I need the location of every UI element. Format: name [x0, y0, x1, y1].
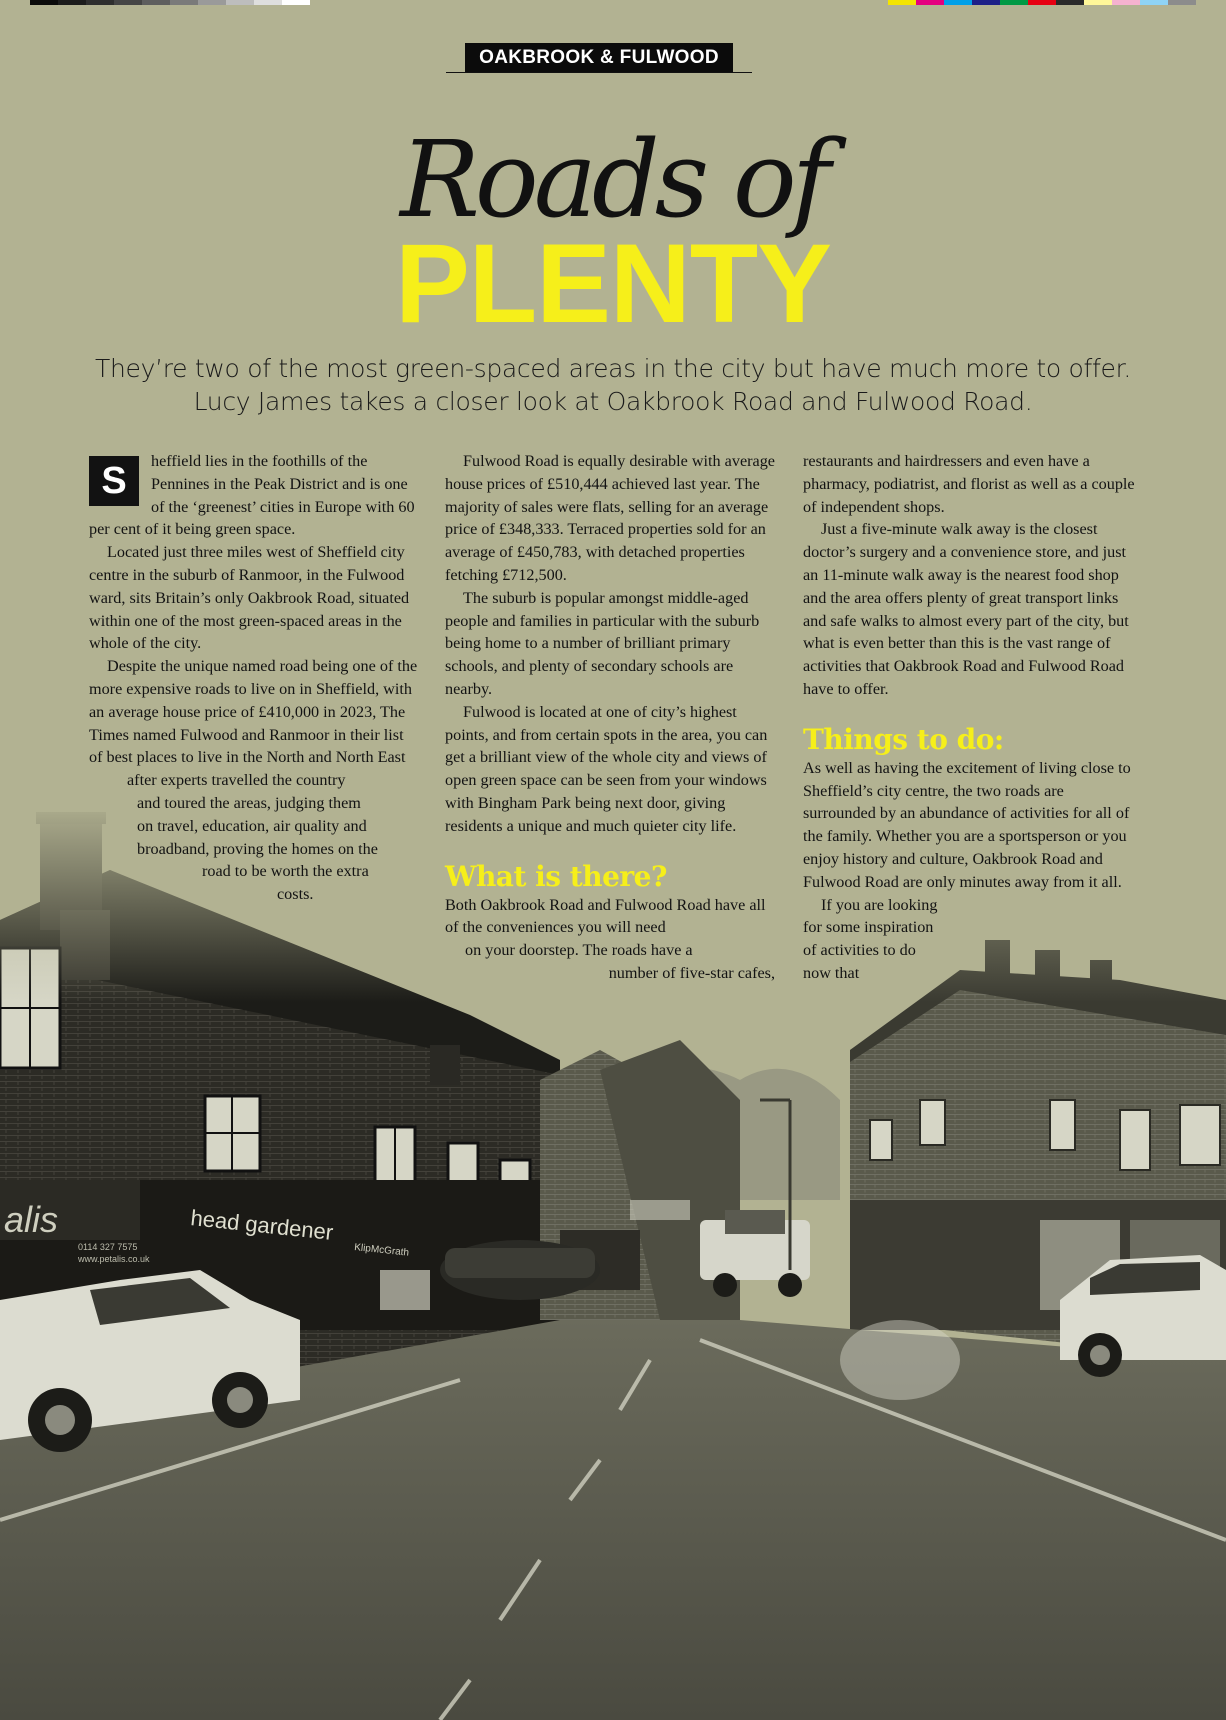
calibration-swatch [972, 0, 1000, 5]
col3-wrap-line: now that [803, 963, 860, 982]
print-calibration-bar-right [888, 0, 1196, 5]
article-column-3 [803, 450, 1137, 985]
col1-wrap-line: and toured the areas, judging them [137, 793, 361, 812]
calibration-swatch [1168, 0, 1196, 5]
section-tag-rule [446, 72, 752, 73]
standfirst-line-1: They’re two of the most green-spaced areas in the city but have much more to offer. [95, 354, 1131, 383]
col3-paragraph-1: restaurants and hairdressers and even have a pharmacy, podiatrist, and florist as well as a couple of independent shops. [803, 452, 1135, 516]
calibration-swatch [114, 0, 142, 5]
dropcap: S [89, 456, 139, 506]
col2-paragraph-3: Fulwood is located at one of city’s highest points, and from certain spots in the area, you can get a brilliant view of the whole city and views of open green space can be seen from your windows with Bingham Park being next door, giving residents a unique and much quieter city life. [445, 702, 768, 835]
col1-paragraph-1: heffield lies in the foothills of the Pennines in the Peak District and is one of the ‘greenest’ cities in Europe with 60 per cent of it being green space. [89, 452, 415, 539]
col3-wrap-line: If you are looking [821, 895, 938, 914]
subhead-things-to-do: Things to do: [803, 722, 1004, 756]
col1-wrap-line: on travel, education, air quality and [137, 816, 367, 835]
col3-wrap-line: of activities to do [803, 941, 916, 960]
calibration-swatch [58, 0, 86, 5]
calibration-swatch [1112, 0, 1140, 5]
col1-wrap-line: road to be worth the extra [202, 862, 369, 881]
calibration-swatch [1056, 0, 1084, 5]
col1-wrap-line: broadband, proving the homes on the [137, 839, 378, 858]
headline-script: Roads of [400, 118, 826, 241]
standfirst-line-2: Lucy James takes a closer look at Oakbrook Road and Fulwood Road. [193, 387, 1033, 416]
calibration-swatch [916, 0, 944, 5]
subhead-what-is-there: What is there? [445, 859, 667, 893]
section-tag [446, 43, 752, 75]
calibration-swatch [1084, 0, 1112, 5]
calibration-swatch [254, 0, 282, 5]
calibration-swatch [944, 0, 972, 5]
col1-wrap-line: after experts travelled the country [127, 771, 346, 790]
standfirst [40, 352, 1186, 418]
calibration-swatch [1028, 0, 1056, 5]
print-calibration-bar-left [30, 0, 310, 5]
calibration-swatch [142, 0, 170, 5]
headline-bold: PLENTY [395, 221, 831, 346]
calibration-swatch [30, 0, 58, 5]
col2-wrap-line: number of five-star cafes, [608, 963, 775, 982]
col1-paragraph-3: Despite the unique named road being one of the more expensive roads to live on in Sheffield, with an average house price of £410,000 in 2023, The Times named Fulwood and Ranmoor in their list of best places to live in the North and North East [89, 657, 418, 767]
col2-paragraph-4: Both Oakbrook Road and Fulwood Road have all of the conveniences you will need [445, 895, 766, 937]
col3-paragraph-2: Just a five-minute walk away is the closest doctor’s surgery and a convenience store, and just an 11-minute walk away is the nearest food shop and the area offers plenty of great transport links and safe walks to almost every part of the city, but what is even better than this is the vast range of activities that Oakbrook Road and Fulwood Road have to offer. [803, 520, 1129, 698]
calibration-swatch [170, 0, 198, 5]
col3-paragraph-3: As well as having the excitement of living close to Sheffield’s city centre, the two roads are surrounded by an abundance of activities for all of the family. Whether you are a sportsperson or you enjoy history and culture, Oakbrook Road and Fulwood Road are only minutes away from it all. [803, 758, 1131, 891]
article-column-1 [89, 450, 421, 906]
col2-paragraph-2: The suburb is popular amongst middle-aged people and families in particular with the suburb being home to a number of brilliant primary schools, and plenty of secondary schools are nearby. [445, 588, 760, 698]
col1-paragraph-2: Located just three miles west of Sheffield city centre in the suburb of Ranmoor, in the Fulwood ward, sits Britain’s only Oakbrook Road, situated within one of the most green-spaced areas in the whole of the city. [89, 543, 410, 653]
col3-wrap-line: for some inspiration [803, 918, 934, 937]
calibration-swatch [1140, 0, 1168, 5]
calibration-swatch [282, 0, 310, 5]
calibration-swatch [888, 0, 916, 5]
calibration-swatch [86, 0, 114, 5]
col2-wrap-line: on your doorstep. The roads have a [465, 941, 693, 960]
calibration-swatch [1000, 0, 1028, 5]
calibration-swatch [226, 0, 254, 5]
article-column-2 [445, 450, 775, 985]
col2-paragraph-1: Fulwood Road is equally desirable with average house prices of £510,444 achieved last year. The majority of sales were flats, selling for an average price of £348,333. Terraced properties sold for an average of £450,783, with detached properties fetching £712,500. [445, 452, 775, 584]
calibration-swatch [198, 0, 226, 5]
section-tag-label: OAKBROOK & FULWOOD [465, 43, 733, 72]
col1-wrap-line: costs. [277, 885, 314, 904]
